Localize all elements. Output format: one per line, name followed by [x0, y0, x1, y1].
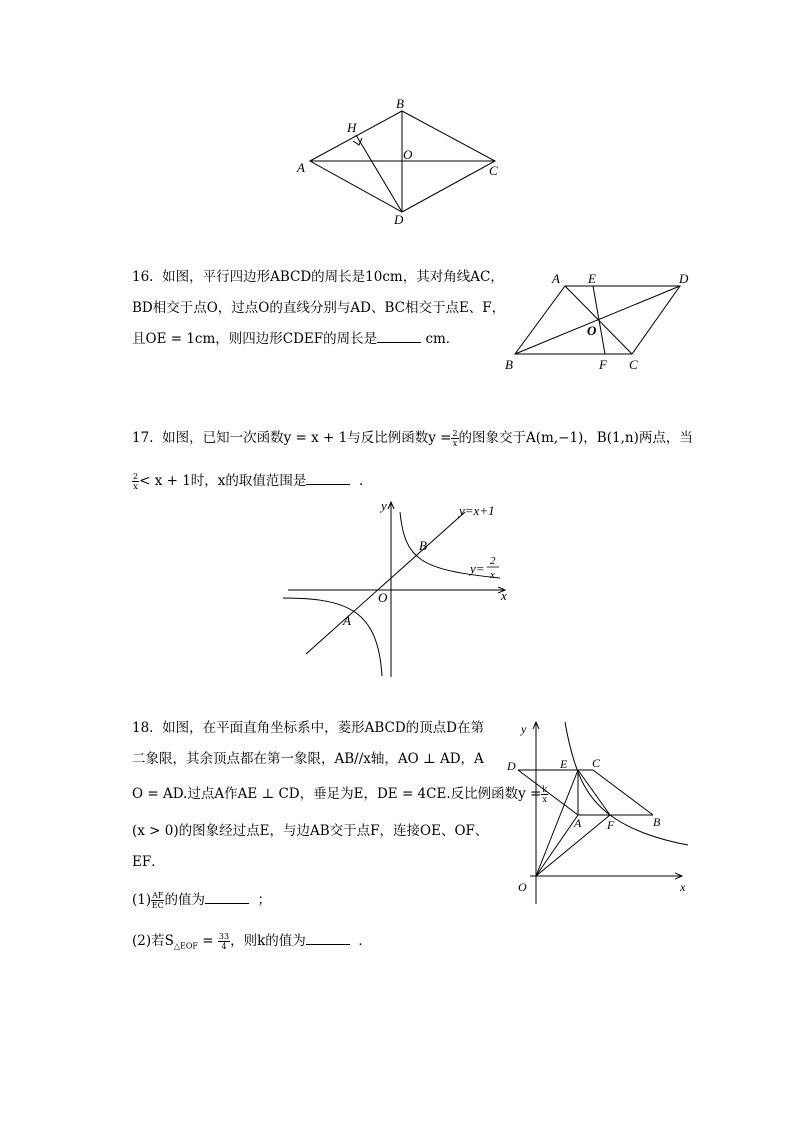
origin-label: O — [518, 880, 527, 894]
frac-num: 2 — [133, 472, 139, 481]
sub2-prefix: (2)若S — [132, 933, 174, 949]
sub2-end: ． — [358, 933, 372, 949]
q18-sub2 — [132, 926, 372, 962]
frac-num: k — [542, 785, 548, 794]
q18-line3 — [132, 779, 548, 809]
frac-den: x — [133, 482, 138, 491]
q17-text-2a: < x + 1时，x的取值范围是 — [139, 473, 307, 489]
answer-blank[interactable] — [306, 930, 350, 945]
parallelogram-figure — [500, 265, 700, 375]
q18-text-5: EF． — [132, 854, 165, 870]
label-E: E — [588, 271, 596, 286]
sub2-text: ，则k的值为 — [230, 933, 306, 949]
q16-number: 16. — [132, 269, 154, 285]
label-H: H — [347, 120, 357, 135]
q17-text-1a: 如图，已知一次函数y = x + 1与反比例函数y = — [162, 430, 452, 446]
q17-line2 — [132, 466, 373, 496]
rhombus-coordinate-figure — [500, 710, 700, 910]
label-A: A — [297, 160, 305, 175]
q17-number: 17. — [132, 430, 154, 446]
frac-den: EC — [151, 901, 164, 910]
sub1-prefix: (1) — [132, 892, 152, 908]
sub2-subscript: △EOF — [173, 941, 198, 951]
q18-text-3: O = AD.过点A作AE ⊥ CD，垂足为E，DE = 4CE.反比例函数y = — [132, 786, 542, 802]
answer-blank[interactable] — [306, 470, 350, 485]
q18-line5 — [132, 847, 165, 877]
q16-line3 — [132, 324, 459, 354]
q18-text-2: 二象限，其余顶点都在第一象限，AB//x轴，AO ⊥ AD，A — [132, 751, 484, 767]
fraction — [218, 932, 230, 951]
line-label: y=x+1 — [459, 503, 495, 518]
frac-num: AF — [152, 891, 164, 900]
label-C: C — [629, 357, 638, 372]
axis-x-label: x — [680, 880, 686, 894]
q18-line4 — [132, 816, 488, 846]
sub2-eq: = — [197, 933, 218, 949]
label-B: B — [396, 96, 404, 111]
frac-den: x — [452, 439, 458, 448]
sub1-end: ； — [257, 892, 272, 908]
label-O: O — [403, 147, 413, 162]
origin-label: O — [378, 590, 388, 605]
hyperbola-num: 2 — [490, 555, 496, 567]
q16-line1 — [132, 262, 504, 292]
label-C: C — [489, 163, 498, 178]
label-D: D — [679, 271, 689, 286]
hyperbola-den: x — [490, 569, 495, 581]
frac-den: 4 — [221, 942, 227, 951]
q18-line2 — [132, 744, 484, 774]
q18-sub1 — [132, 885, 271, 915]
function-graph-figure — [280, 495, 515, 680]
q17-text-1b: 的图象交于A(m,−1)，B(1,n)两点，当 — [458, 430, 693, 446]
point-B-label: B — [419, 538, 427, 553]
fraction — [151, 891, 164, 910]
axis-y-label: y — [381, 498, 387, 513]
q17-line1 — [132, 423, 693, 453]
label-B: B — [505, 357, 513, 372]
sub1-text: 的值为 — [164, 892, 205, 908]
q16-text-3b: cm． — [421, 331, 460, 347]
q18-line1 — [132, 713, 484, 743]
label-A: A — [552, 271, 560, 286]
label-O: O — [587, 323, 597, 338]
point-C-label: C — [592, 756, 601, 770]
point-A-label: A — [343, 613, 351, 628]
q18-number: 18. — [132, 720, 154, 736]
label-F: F — [599, 357, 607, 372]
frac-den: x — [542, 795, 548, 804]
q16-text-1: 如图，平行四边形ABCD的周长是10cm，其对角线AC， — [162, 269, 504, 285]
q18-text-4: (x > 0)的图象经过点E，与边AB交于点F，连接OE、OF、 — [132, 823, 489, 839]
point-D-label: D — [507, 759, 516, 773]
frac-num: 2 — [452, 429, 458, 438]
answer-blank[interactable] — [205, 889, 249, 904]
q16-text-2: BD相交于点O，过点O的直线分别与AD、BC相交于点E、F， — [132, 300, 506, 316]
frac-num: 33 — [218, 932, 230, 941]
point-E-label: E — [560, 757, 568, 771]
axis-x-label: x — [501, 588, 507, 603]
answer-blank[interactable] — [377, 328, 421, 343]
q17-text-2b: ． — [359, 473, 373, 489]
axis-y-label: y — [521, 722, 527, 736]
rhombus-figure — [290, 95, 510, 230]
q18-text-1: 如图，在平面直角坐标系中，菱形ABCD的顶点D在第 — [162, 720, 484, 736]
point-F-label: F — [607, 818, 615, 832]
point-B-label: B — [653, 815, 661, 829]
fraction — [451, 429, 458, 448]
hyperbola-label: y= — [470, 561, 485, 576]
label-D: D — [394, 212, 404, 227]
q16-text-3: 且OE = 1cm，则四边形CDEF的周长是 — [132, 331, 378, 347]
q16-line2 — [132, 293, 505, 323]
point-A-label: A — [574, 816, 582, 830]
